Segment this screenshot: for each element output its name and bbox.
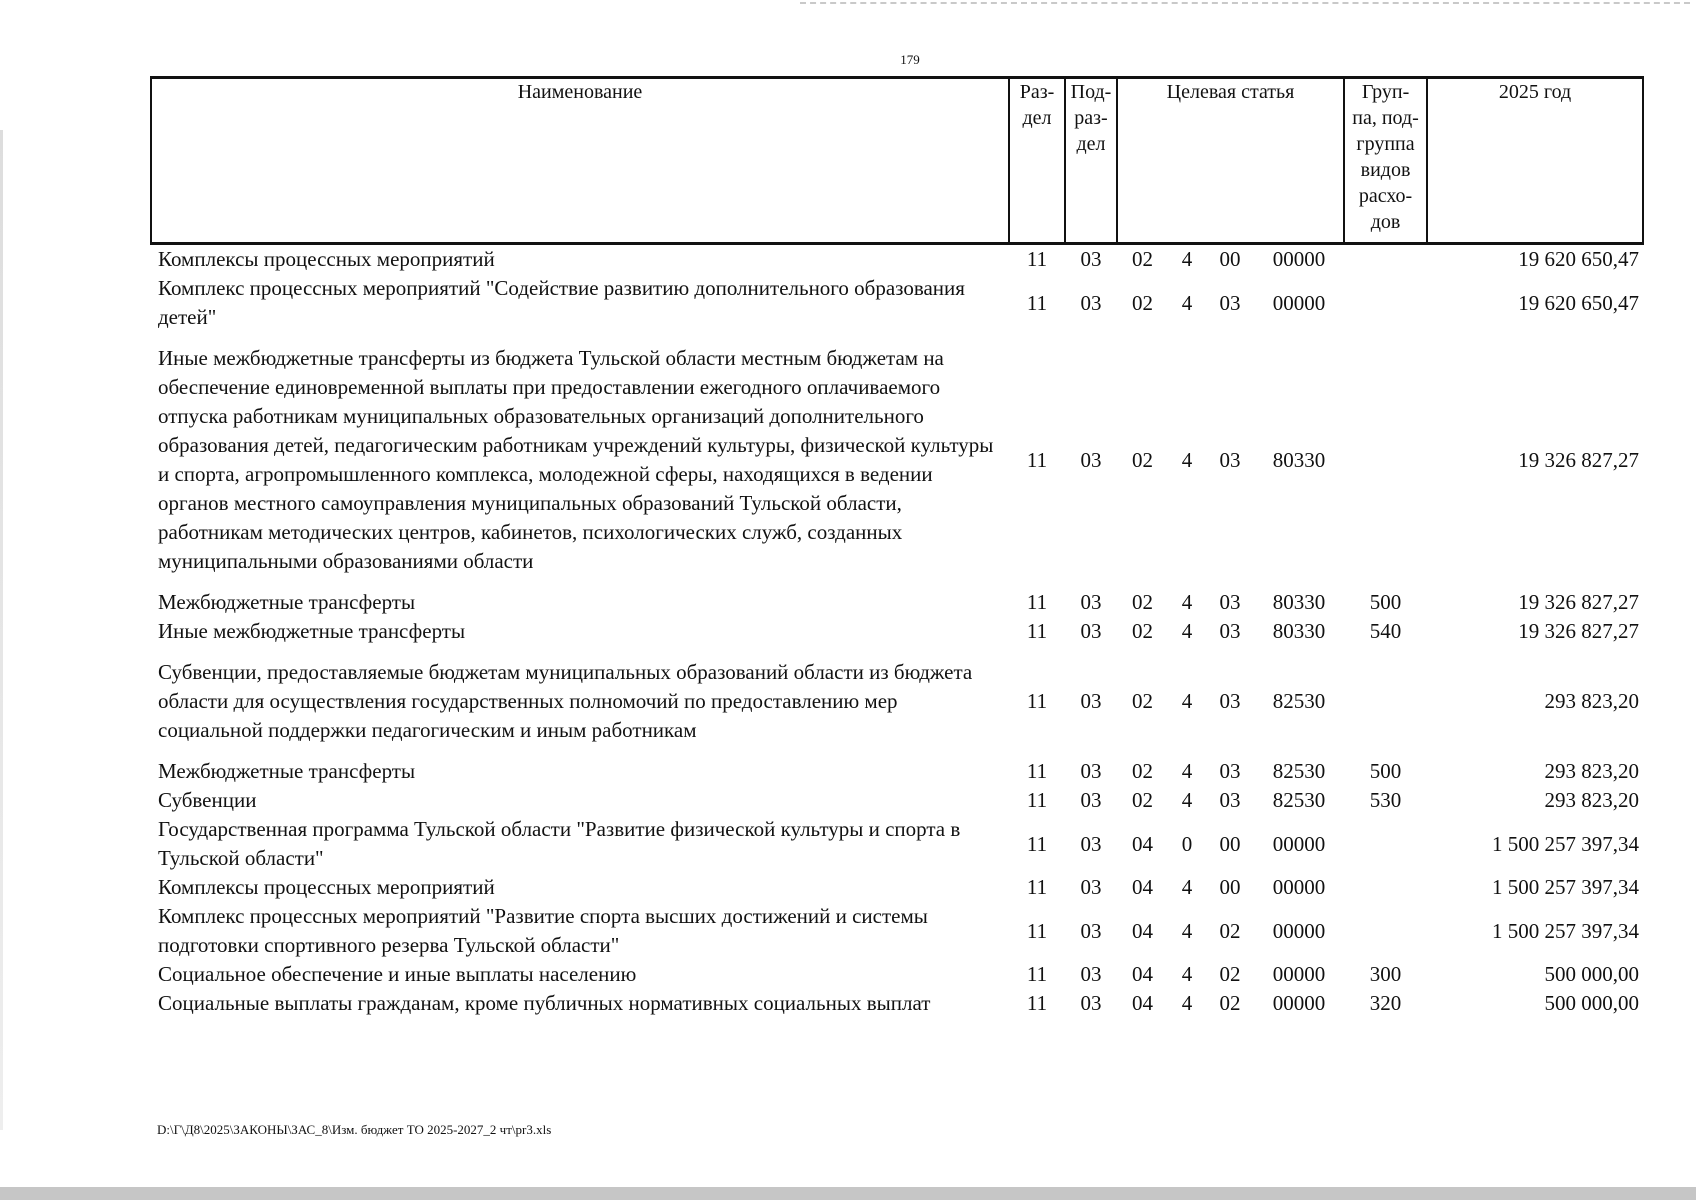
row-subsection: 03 (1080, 831, 1102, 856)
row-subsection: 03 (1080, 247, 1102, 271)
row-name: Субвенции (158, 788, 257, 812)
row-target-program: 02 (1132, 689, 1153, 713)
row-target-complex: 03 (1219, 788, 1241, 812)
table-row (151, 344, 1643, 576)
row-section: 11 (1026, 962, 1048, 986)
row-target-program: 04 (1132, 962, 1153, 986)
table-row (151, 960, 1643, 989)
table-row (151, 989, 1643, 1018)
row-section: 11 (1026, 619, 1048, 643)
row-target-complex: 03 (1219, 619, 1241, 643)
row-target-program: 04 (1132, 918, 1153, 943)
row-name: Межбюджетные трансферты (158, 759, 416, 783)
row-amount: 1 500 257 397,34 (1492, 918, 1640, 943)
row-target-direction: 82530 (1272, 788, 1326, 812)
row-spacer (151, 332, 1643, 344)
row-amount: 19 326 827,27 (1518, 447, 1640, 472)
row-spacer (151, 576, 1643, 588)
row-name: Комплекс процессных мероприятий "Содействие развитию дополнительного образования детей" (158, 276, 965, 329)
row-target-complex: 03 (1219, 590, 1241, 614)
row-name: Иные межбюджетные трансферты (158, 619, 466, 643)
row-expense-group (1344, 244, 1427, 275)
row-expense-group (1344, 658, 1427, 745)
header-target-article: Целевая статья (1117, 78, 1344, 244)
table-row (151, 902, 1643, 960)
row-spacer-cell (151, 332, 1643, 344)
row-section: 11 (1026, 590, 1048, 614)
row-section: 11 (1026, 247, 1048, 271)
row-section: 11 (1026, 875, 1048, 899)
row-amount: 293 823,20 (1544, 759, 1640, 783)
row-subsection: 03 (1080, 875, 1102, 899)
header-row (151, 78, 1643, 244)
row-subsection: 03 (1080, 689, 1102, 713)
row-target-complex: 03 (1219, 447, 1241, 472)
table-row (151, 873, 1643, 902)
row-target-complex: 02 (1219, 962, 1241, 986)
row-subsection: 03 (1080, 590, 1102, 614)
row-name: Комплексы процессных мероприятий (158, 247, 495, 271)
table-row (151, 815, 1643, 873)
row-expense-group: 300 (1369, 962, 1402, 986)
row-target-complex: 00 (1219, 875, 1241, 899)
row-spacer-cell (151, 576, 1643, 588)
row-section: 11 (1026, 759, 1048, 783)
row-target-type: 4 (1181, 290, 1193, 315)
row-target-direction: 00000 (1272, 247, 1326, 271)
row-target-type: 4 (1181, 689, 1193, 713)
row-expense-group: 320 (1369, 991, 1402, 1015)
header-year: 2025 год (1427, 78, 1643, 244)
row-target-direction: 00000 (1272, 831, 1326, 856)
row-section: 11 (1026, 831, 1048, 856)
row-section: 11 (1026, 991, 1048, 1015)
row-section: 11 (1026, 918, 1048, 943)
row-target-complex: 00 (1219, 831, 1241, 856)
row-target-direction: 00000 (1272, 290, 1326, 315)
row-subsection: 03 (1080, 962, 1102, 986)
row-target-program: 02 (1132, 247, 1153, 271)
row-target-program: 04 (1132, 831, 1153, 856)
row-target-direction: 00000 (1272, 918, 1326, 943)
row-expense-group: 500 (1369, 759, 1402, 783)
row-subsection: 03 (1080, 447, 1102, 472)
row-target-program: 02 (1132, 290, 1153, 315)
table-row (151, 617, 1643, 646)
page-number: 179 (900, 52, 920, 67)
row-amount: 1 500 257 397,34 (1492, 831, 1640, 856)
row-target-type: 0 (1181, 831, 1193, 856)
row-target-direction: 80330 (1272, 590, 1326, 614)
row-name: Комплексы процессных мероприятий (158, 875, 495, 899)
row-amount: 500 000,00 (1544, 962, 1640, 986)
row-expense-group (1344, 902, 1427, 960)
row-name: Иные межбюджетные трансферты из бюджета Тульской области местным бюджетам на обеспечение единовременной выплаты при предоставлении ежегодного оплачиваемого отпуска работникам муниципальных образовательных организаций дополнительного образования детей, педагогическим работникам учреждений культуры, физической культуры и спорта, агропромышленного комплекса, молодежной сферы, находящихся в ведении органов местного самоуправления муниципальных образований Тульской области, работникам методических центров, кабинетов, психологических служб, созданных муниципальными образованиями области (158, 346, 994, 573)
row-subsection: 03 (1080, 918, 1102, 943)
row-target-complex: 02 (1219, 991, 1241, 1015)
row-expense-group: 540 (1369, 619, 1402, 643)
row-amount: 19 326 827,27 (1518, 619, 1640, 643)
row-name: Социальные выплаты гражданам, кроме публичных нормативных социальных выплат (158, 991, 931, 1015)
row-target-complex: 00 (1219, 247, 1241, 271)
row-expense-group (1344, 815, 1427, 873)
row-section: 11 (1026, 290, 1048, 315)
row-target-program: 02 (1132, 590, 1153, 614)
header-section: Раз- дел (1009, 78, 1065, 244)
table-row (151, 274, 1643, 332)
row-amount: 293 823,20 (1544, 689, 1640, 713)
row-expense-group (1344, 873, 1427, 902)
row-section: 11 (1026, 689, 1048, 713)
row-target-direction: 82530 (1272, 759, 1326, 783)
row-target-program: 02 (1132, 788, 1153, 812)
table-row (151, 786, 1643, 815)
row-amount: 19 326 827,27 (1518, 590, 1640, 614)
row-target-type: 4 (1181, 918, 1193, 943)
budget-table (150, 76, 1644, 1018)
row-target-type: 4 (1181, 590, 1193, 614)
row-target-complex: 02 (1219, 918, 1241, 943)
row-subsection: 03 (1080, 991, 1102, 1015)
footer-file-path: D:\Г\Д8\2025\ЗАКОНЫ\ЗАС_8\Изм. бюджет ТО 2025-2027_2 чт\pr3.xls (157, 1122, 552, 1137)
table-row (151, 757, 1643, 786)
row-name: Социальное обеспечение и иные выплаты населению (158, 962, 637, 986)
row-target-complex: 03 (1219, 290, 1241, 315)
row-target-type: 4 (1181, 788, 1193, 812)
row-target-program: 04 (1132, 991, 1153, 1015)
row-amount: 19 620 650,47 (1518, 290, 1640, 315)
row-target-program: 02 (1132, 447, 1153, 472)
row-target-direction: 00000 (1272, 875, 1326, 899)
row-spacer (151, 646, 1643, 658)
row-section: 11 (1026, 788, 1048, 812)
row-target-type: 4 (1181, 619, 1193, 643)
row-name: Государственная программа Тульской области "Развитие физической культуры и спорта в Тульской области" (158, 817, 961, 870)
row-expense-group (1344, 344, 1427, 576)
scan-artifact-left (0, 130, 3, 1130)
row-amount: 500 000,00 (1544, 991, 1640, 1015)
row-target-program: 04 (1132, 875, 1153, 899)
row-target-direction: 00000 (1272, 962, 1326, 986)
header-subsection: Под- раз- дел (1065, 78, 1117, 244)
row-spacer (151, 745, 1643, 757)
table-row (151, 588, 1643, 617)
row-target-complex: 03 (1219, 689, 1241, 713)
row-target-program: 02 (1132, 759, 1153, 783)
row-target-type: 4 (1181, 875, 1193, 899)
row-expense-group (1344, 274, 1427, 332)
table-body (151, 244, 1643, 1019)
row-target-direction: 80330 (1272, 619, 1326, 643)
row-target-type: 4 (1181, 962, 1193, 986)
row-spacer-cell (151, 745, 1643, 757)
row-subsection: 03 (1080, 290, 1102, 315)
row-target-direction: 82530 (1272, 689, 1326, 713)
header-name: Наименование (151, 78, 1009, 244)
scan-artifact-top (800, 2, 1690, 4)
row-subsection: 03 (1080, 788, 1102, 812)
row-amount: 19 620 650,47 (1518, 247, 1640, 271)
row-section: 11 (1026, 447, 1048, 472)
row-expense-group: 530 (1369, 788, 1402, 812)
table-row (151, 658, 1643, 745)
row-target-direction: 80330 (1272, 447, 1326, 472)
row-target-program: 02 (1132, 619, 1153, 643)
row-target-type: 4 (1181, 447, 1193, 472)
row-target-direction: 00000 (1272, 991, 1326, 1015)
row-name: Межбюджетные трансферты (158, 590, 416, 614)
header-expense-group: Груп- па, под- группа видов расхо- дов (1344, 78, 1427, 244)
row-subsection: 03 (1080, 619, 1102, 643)
row-target-complex: 03 (1219, 759, 1241, 783)
row-target-type: 4 (1181, 991, 1193, 1015)
row-spacer-cell (151, 646, 1643, 658)
row-name: Субвенции, предоставляемые бюджетам муниципальных образований области из бюджета области для осуществления государственных полномочий по предоставлению мер социальной поддержки педагогическим и иным работникам (158, 660, 973, 742)
scan-artifact-bottom (0, 1187, 1696, 1200)
row-amount: 1 500 257 397,34 (1492, 875, 1640, 899)
row-target-type: 4 (1181, 759, 1193, 783)
table-row (151, 244, 1643, 275)
row-amount: 293 823,20 (1544, 788, 1640, 812)
row-name: Комплекс процессных мероприятий "Развитие спорта высших достижений и системы подготовки спортивного резерва Тульской области" (158, 904, 928, 957)
row-subsection: 03 (1080, 759, 1102, 783)
row-expense-group: 500 (1369, 590, 1402, 614)
row-target-type: 4 (1181, 247, 1193, 271)
